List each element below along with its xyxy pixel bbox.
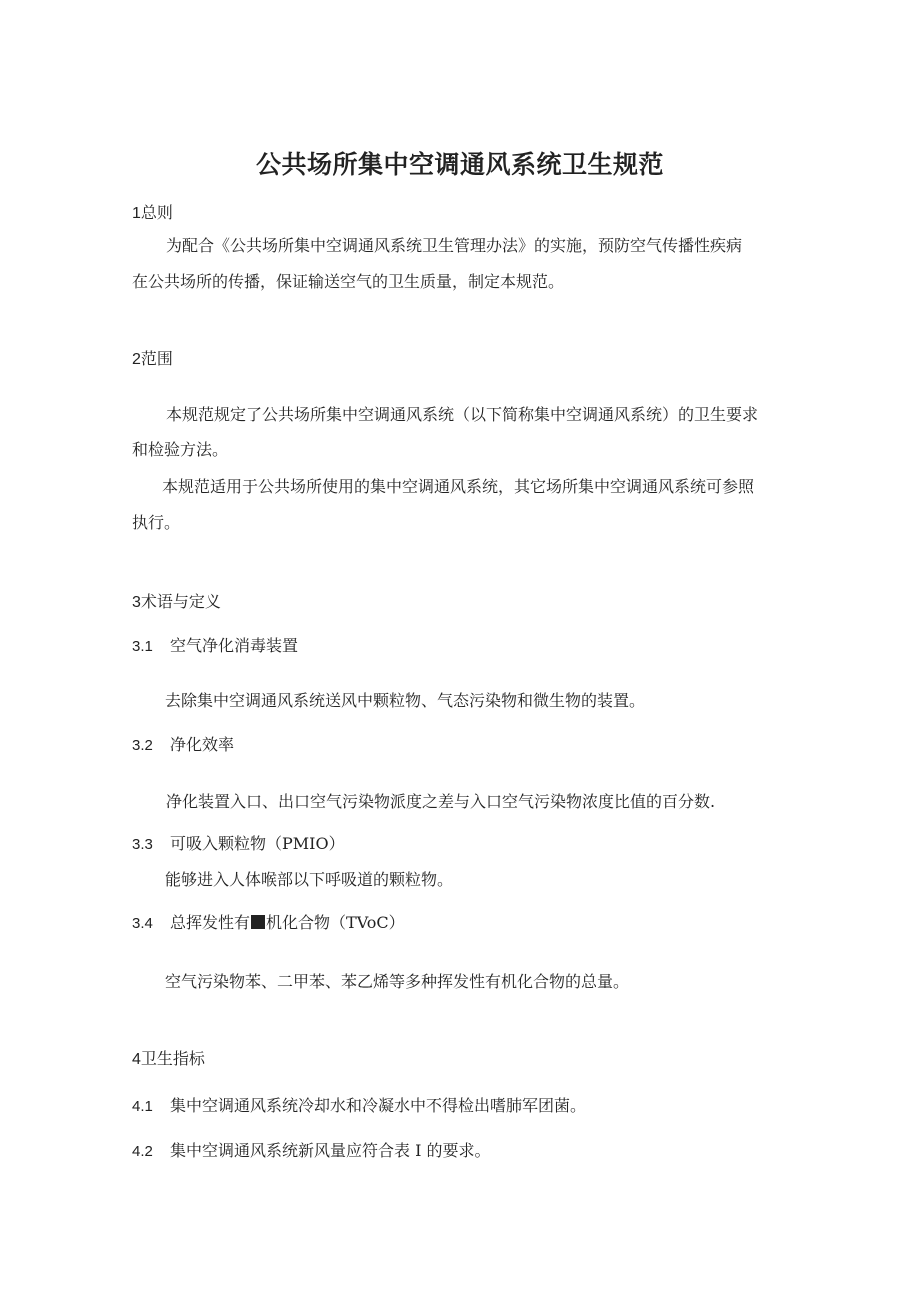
- term-3-1: [132, 633, 298, 656]
- section-2-paragraph-1-line-2: 和检验方法。: [132, 440, 229, 459]
- item-text: 集中空调通风系统新风量应符合表 I 的要求。: [170, 1141, 491, 1160]
- term-name: 空气净化消毒装置: [170, 636, 299, 655]
- section-3-heading: [132, 589, 221, 612]
- term-3-1-definition: 去除集中空调通风系统送风中颗粒物、气态污染物和微生物的装置。: [165, 691, 646, 710]
- section-1-title: 总则: [140, 203, 173, 222]
- term-3-4-definition: 空气污染物苯、二甲苯、苯乙烯等多种挥发性有机化合物的总量。: [165, 972, 630, 991]
- section-2-paragraph-2-line-2: 执行。: [132, 513, 181, 532]
- section-4-heading: [132, 1046, 205, 1069]
- item-text: 集中空调通风系统冷却水和冷凝水中不得检出嗜肺军团菌。: [170, 1096, 587, 1115]
- term-3-3-definition: 能够进入人体喉部以下呼吸道的颗粒物。: [165, 870, 454, 889]
- term-name: 净化效率: [170, 735, 235, 754]
- item-4-1: [132, 1093, 586, 1116]
- black-square-glyph: [251, 915, 265, 929]
- term-number: 3.1: [132, 638, 153, 655]
- section-4-number: 4: [132, 1051, 141, 1068]
- term-name-part-a: 总挥发性有: [170, 913, 251, 932]
- section-1-paragraph-line-2: 在公共场所的传播，保证输送空气的卫生质量，制定本规范。: [132, 272, 565, 291]
- item-number: 4.2: [132, 1143, 153, 1160]
- term-3-4: [132, 910, 405, 933]
- document-title: 公共场所集中空调通风系统卫生规范: [255, 150, 664, 179]
- section-2-number: 2: [132, 351, 141, 368]
- term-3-3: [132, 831, 345, 854]
- section-2-title: 范围: [140, 349, 173, 368]
- section-1-number: 1: [132, 205, 141, 222]
- term-3-2-definition: 净化装置入口、出口空气污染物派度之差与入口空气污染物浓度比值的百分数.: [166, 792, 716, 811]
- section-3-number: 3: [132, 594, 141, 611]
- item-number: 4.1: [132, 1098, 153, 1115]
- section-3-title: 术语与定义: [140, 592, 221, 611]
- term-number: 3.4: [132, 915, 153, 932]
- term-number: 3.3: [132, 836, 153, 853]
- term-number: 3.2: [132, 737, 153, 754]
- item-4-2: [132, 1138, 491, 1161]
- term-name-part-b: 机化合物（TVoC）: [266, 913, 405, 932]
- section-2-paragraph-2-line-1: 本规范适用于公共场所使用的集中空调通风系统，其它场所集中空调通风系统可参照: [162, 477, 755, 496]
- term-name: 可吸入颗粒物（PMIO）: [170, 834, 345, 853]
- section-1-paragraph-line-1: 为配合《公共场所集中空调通风系统卫生管理办法》的实施，预防空气传播性疾病: [166, 236, 743, 255]
- section-2-heading: [132, 346, 173, 369]
- section-2-paragraph-1-line-1: 本规范规定了公共场所集中空调通风系统（以下简称集中空调通风系统）的卫生要求: [166, 405, 759, 424]
- section-4-title: 卫生指标: [140, 1049, 205, 1068]
- term-3-2: [132, 732, 234, 755]
- section-1-heading: [132, 200, 173, 223]
